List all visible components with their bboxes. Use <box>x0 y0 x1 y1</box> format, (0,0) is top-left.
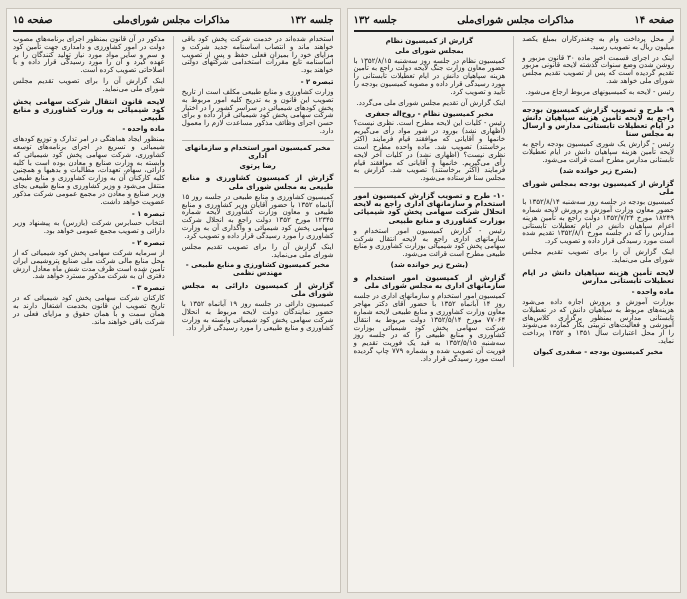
right-page-columns <box>354 36 675 367</box>
clause-label: تبصره ۲ - <box>300 78 334 87</box>
paragraph: کمیسیون نظام در جلسه روز سه‌شنبه ۱۳۵۲/۸/۱۵ با حضور معاون وزارت جنگ لایحه دولت راجع به تأمین هزینه سپاهیان دانش در ایام تعطیلات تابستانی را مورد رسیدگی قرار داده و مصوبه کمیسیون بودجه را تأیید و تصویب کرد. <box>353 56 506 96</box>
paragraph: مذکور در آن قانون بمنظور اجرای برنامه‌های مصوب دولت در امور کشاورزی و دامداری جهت تأمین کود و سم و سایر مواد مورد نیاز تولید کنندگان را بر عهده گیرد و آن را مورد رسیدگی قرار داده و با اصلاحاتی تصویب کرده است. <box>13 35 165 75</box>
clause-label: تبصره ۳ - <box>131 284 165 293</box>
paragraph: انتخاب حسابرس شرکت (بازرس) به پیشنهاد وزیر دارائی و تصویب مجمع عمومی خواهد بود. <box>13 219 165 236</box>
paragraph: وزارت کشاورزی و منابع طبیعی مکلف است از تاریخ تصویب این قانون و به تدریج کلیه امور مربوط به پخش کودهای شیمیائی در سراسر کشور را در اختیار شرکت سهامی پخش کود شیمیائی قرار داده و برای حسن اجرای وظائف مذکور مساعدت لازم را معمول دارد. <box>181 87 334 136</box>
right-page-session: جلسه ۱۳۲ <box>353 15 397 26</box>
left-page <box>6 8 341 593</box>
right-page-column-right <box>522 36 674 367</box>
centered-line: (بشرح زیر خوانده شد) <box>390 261 469 270</box>
section-heading: لایحه قانون انتقال شرکت سهامی پخش کود شیمیائی به وزارت کشاورزی و منابع طبیعی <box>13 96 165 123</box>
clause-label: تبصره ۲ - <box>131 239 165 248</box>
paragraph: کمیسیون بودجه در جلسه روز سه‌شنبه ۱۳۵۲/۸/۱۴ با حضور معاون وزارت آموزش و پرورش لایحه شماره ۱۸۲۴۹ مورخ ۱۳۵۲/۷/۲۴ دولت راجع به تأمین هزینه اعزام سپاهیان دانش در ایام تعطیلات تابستانی مدارس را که در جلسه مورخ ۱۳۵۲/۸/۱ تقدیم شده است مورد رسیدگی قرار داده و تصویب کرد. <box>522 198 674 246</box>
left-page-column-left <box>13 36 165 336</box>
paragraph: اینک گزارش آن را برای تصویب تقدیم مجلس شورای ملی می‌نماید. <box>181 242 334 259</box>
right-page-header <box>354 15 675 32</box>
left-page-session: جلسه ۱۳۲ <box>290 15 334 26</box>
section-heading: گزارش از کمیسیون کشاورزی و منابع طبیعی به مجلس شورای ملی <box>181 173 334 191</box>
section-heading: ۱۰- طرح و تصویب گزارش کمیسیون امور استخدام و سازمانهای اداری راجع به لایحه انحلال شرکت سهامی پخش کود شیمیائی بوزارت کشاورزی و منابع طبیعی <box>353 191 506 225</box>
right-page <box>347 8 682 593</box>
column-divider <box>513 36 514 367</box>
section-heading: لایحه تأمین هزینه سپاهیان دانش در ایام تعطیلات تابستانی مدارس <box>522 267 674 285</box>
paragraph: کمیسیون امور استخدام و سازمانهای اداری در جلسه روز ۱۴ آبانماه ۱۳۵۲ با حضور آقای دکتر مهاجر معاون وزارت کشاورزی و منابع طبیعی لایحه شماره ۷۷۰۶۴ مورخ ۱۳۵۲/۵/۱۴ دولت مربوط به انتقال شرکت سهامی پخش کود شیمیائی بوزارت کشاورزی و منابع طبیعی را که در جلسه روز سه‌شنبه ۱۳۵۲/۵/۱۵ به قید یک فوریت تقدیم و فوریت آن تصویب شده و بشماره ۷۷۹ چاپ گردیده است مورد رسیدگی قرار داد. <box>353 292 506 363</box>
centered-line: رضا پرتوی <box>239 161 276 170</box>
left-page-number: صفحه ۱۵ <box>13 15 53 26</box>
clause-label: ماده واحده - <box>122 125 165 134</box>
paragraph: بمنظور ایجاد هماهنگی در امر تدارک و توزیع کودهای شیمیائی و تسریع در اجرای برنامه‌های توسعه کشاورزی، شرکت سهامی پخش کود شیمیائی که وابسته به وزارت صنایع و معادن بوده است با کلیه دارائی، سهام، تعهدات، مطالبات و بدهیها و همچنین کلیه کارکنان آن به وزارت کشاورزی و منابع طبیعی منتقل می‌شود و وزیر کشاورزی و منابع طبیعی بجای وزیر صنایع و معادن در مجمع عمومی شرکت مذکور عضویت خواهد داشت. <box>13 135 165 206</box>
centered-line: گزارش از کمیسیون نظام <box>385 37 474 45</box>
left-page-column-right <box>182 36 334 336</box>
paragraph: از محل پرداخت وام به چغندرکاران بمبلغ یکصد میلیون ریال به تصویب رسید. <box>522 35 674 51</box>
section-divider <box>522 101 674 102</box>
right-page-column-left <box>354 36 506 367</box>
right-page-number: صفحه ۱۴ <box>634 15 674 26</box>
centered-line: مخبر کمیسیون امور استخدام و سازمانهای اداری <box>184 143 331 160</box>
paragraph: رئیس - گزارش کمیسیون امور استخدام و سازمانهای اداری راجع به لایحه انتقال شرکت سهامی پخش کود شیمیائی بوزارت کشاورزی و منابع طبیعی مطرح است قرائت می‌شود. <box>353 226 506 259</box>
paragraph: رئیس - لایحه به کمیسیونهای مربوط ارجاع می‌شود. <box>525 87 674 96</box>
centered-line: مخبر کمیسیون بودجه - صفدری کیوان <box>533 347 663 356</box>
section-heading: گزارش از کمیسیون امور استخدام و سازمانهای اداری به مجلس شورای ملی <box>353 272 506 291</box>
left-page-title: مذاکرات مجلس شورای‌ملی <box>113 15 230 26</box>
paragraph: اینک گزارش آن را برای تصویب تقدیم مجلس شورای ملی می‌نماید. <box>522 248 674 264</box>
centered-line: مخبر کمیسیون کشاورزی و منابع طبیعی - مهندس نظمی <box>185 261 330 278</box>
left-page-columns <box>13 36 334 336</box>
right-page-title: مذاکرات مجلس شورای‌ملی <box>457 15 574 26</box>
section-divider <box>354 187 506 188</box>
paragraph: کمیسیون کشاورزی و منابع طبیعی در جلسه روز ۱۵ آبانماه ۱۳۵۲ با حضور آقایان وزیر کشاورزی و منابع طبیعی و معاون وزارت کشاورزی لایحه شماره ۱۲۳۴۵ مورخ ۱۳۵۲ دولت راجع به انحلال شرکت سهامی پخش کود شیمیائی و واگذاری آن به وزارت کشاورزی را مورد رسیدگی قرار داده و تصویب کرد. <box>181 192 334 240</box>
paragraph: اینک گزارش آن را برای تصویب تقدیم مجلس شورای ملی می‌نماید. <box>13 77 165 93</box>
paragraph: اینک گزارش آن تقدیم مجلس شورای ملی می‌گردد. <box>356 98 506 107</box>
section-heading: گزارش از کمیسیون بودجه بمجلس شورای ملی <box>522 178 674 196</box>
paragraph: بوزارت آموزش و پرورش اجازه داده می‌شود هزینه‌های مربوط به سپاهیان دانش که در تعطیلات تابستانی مدارس بمنظور برگزاری کلاس‌های آموزشی و فعالیت‌های تربیتی بکار گمارده می‌شوند را از محل اعتبارات سال ۱۳۵۱ و ۱۳۵۲ پرداخت نماید. <box>522 297 674 346</box>
left-page-header <box>13 15 334 32</box>
section-divider <box>182 140 334 141</box>
paragraph: کارکنان شرکت سهامی پخش کود شیمیائی که در تاریخ تصویب این قانون بخدمت اشتغال دارند به همان سمت و با همان حقوق و مزایای فعلی در شرکت باقی خواهند ماند. <box>13 294 165 326</box>
paragraph: استخدام شده‌اند در خدمت شرکت پخش کود باقی خواهند ماند و انتصاب اساسنامه جدید شرکت و مزایای خود را بمیزان فعلی حفظ و پس از تصویب اساسنامه تابع مقررات استخدامی شرکتهای دولتی خواهند بود. <box>181 35 334 75</box>
centered-line: (بشرح زیر خوانده شد) <box>559 166 637 175</box>
centered-line: بمجلس شورای ملی <box>395 46 464 55</box>
centered-line: مخبر کمیسیون نظام - روح‌اله جعفری <box>365 109 494 118</box>
clause-label: تبصره ۱ - <box>131 209 165 218</box>
paragraph: از سرمایه شرکت سهامی پخش کود شیمیائی که از محل منابع مالی شرکت ملی صنایع پتروشیمی ایران تأمین شده است ظرف مدت شش ماه معادل ارزش دفتری آن به شرکت مذکور مسترد خواهد شد. <box>13 248 165 281</box>
section-heading: گزارش از کمیسیون دارائی به مجلس شورای ملی <box>181 281 334 299</box>
clause-label: ماده واحده - <box>631 288 674 297</box>
paragraph: رئیس - گزارش یک شوری کمیسیون بودجه راجع به لایحه تأمین هزینه سپاهیان دانش در ایام تعطیلات تابستانی مدارس مطرح است قرائت می‌شود. <box>522 140 674 165</box>
paragraph: اینک در اجرای قسمت اخیر ماده ۳۰ قانون مزبور و روشن شدن وضع سنوات گذشته لایحه قانونی مزبور تقدیم گردیده است که پس از تصویب تقدیم مجلس شورای ملی خواهد شد. <box>522 53 674 86</box>
paragraph: رئیس - کلیات این لایحه مطرح است. نظری نیست؟ (اظهاری نشد) بورود در شور مواد رأی می‌گیریم خانمها و آقایانی که موافقند قیام فرمایند (اکثر برخاستند) تصویب شد. ماده واحده مطرح است نظری نیست؟ (اظهاری نشد) در کلیات آخر لایحه رأی می‌گیریم. خانمها و آقایانی که موافقند قیام فرمایند (اکثر برخاستند) تصویب شد. گزارش به مجلس سنا فرستاده می‌شود. <box>353 119 506 183</box>
column-divider <box>173 36 174 336</box>
section-heading: ۹- طرح و تصویب گزارش کمیسیون بودجه راجع به لایحه تأمین هزینه سپاهیان دانش در ایام تعطیلات تابستانی مدارس و ارسال به مجلس سنا <box>522 104 674 139</box>
paragraph: کمیسیون دارائی در جلسه روز ۱۹ آبانماه ۱۳۵۲ با حضور نمایندگان دولت لایحه مربوط به انحلال شرکت سهامی پخش کود شیمیائی وابسته به وزارت کشاورزی و منابع طبیعی را مورد رسیدگی قرار داد. <box>181 300 334 332</box>
